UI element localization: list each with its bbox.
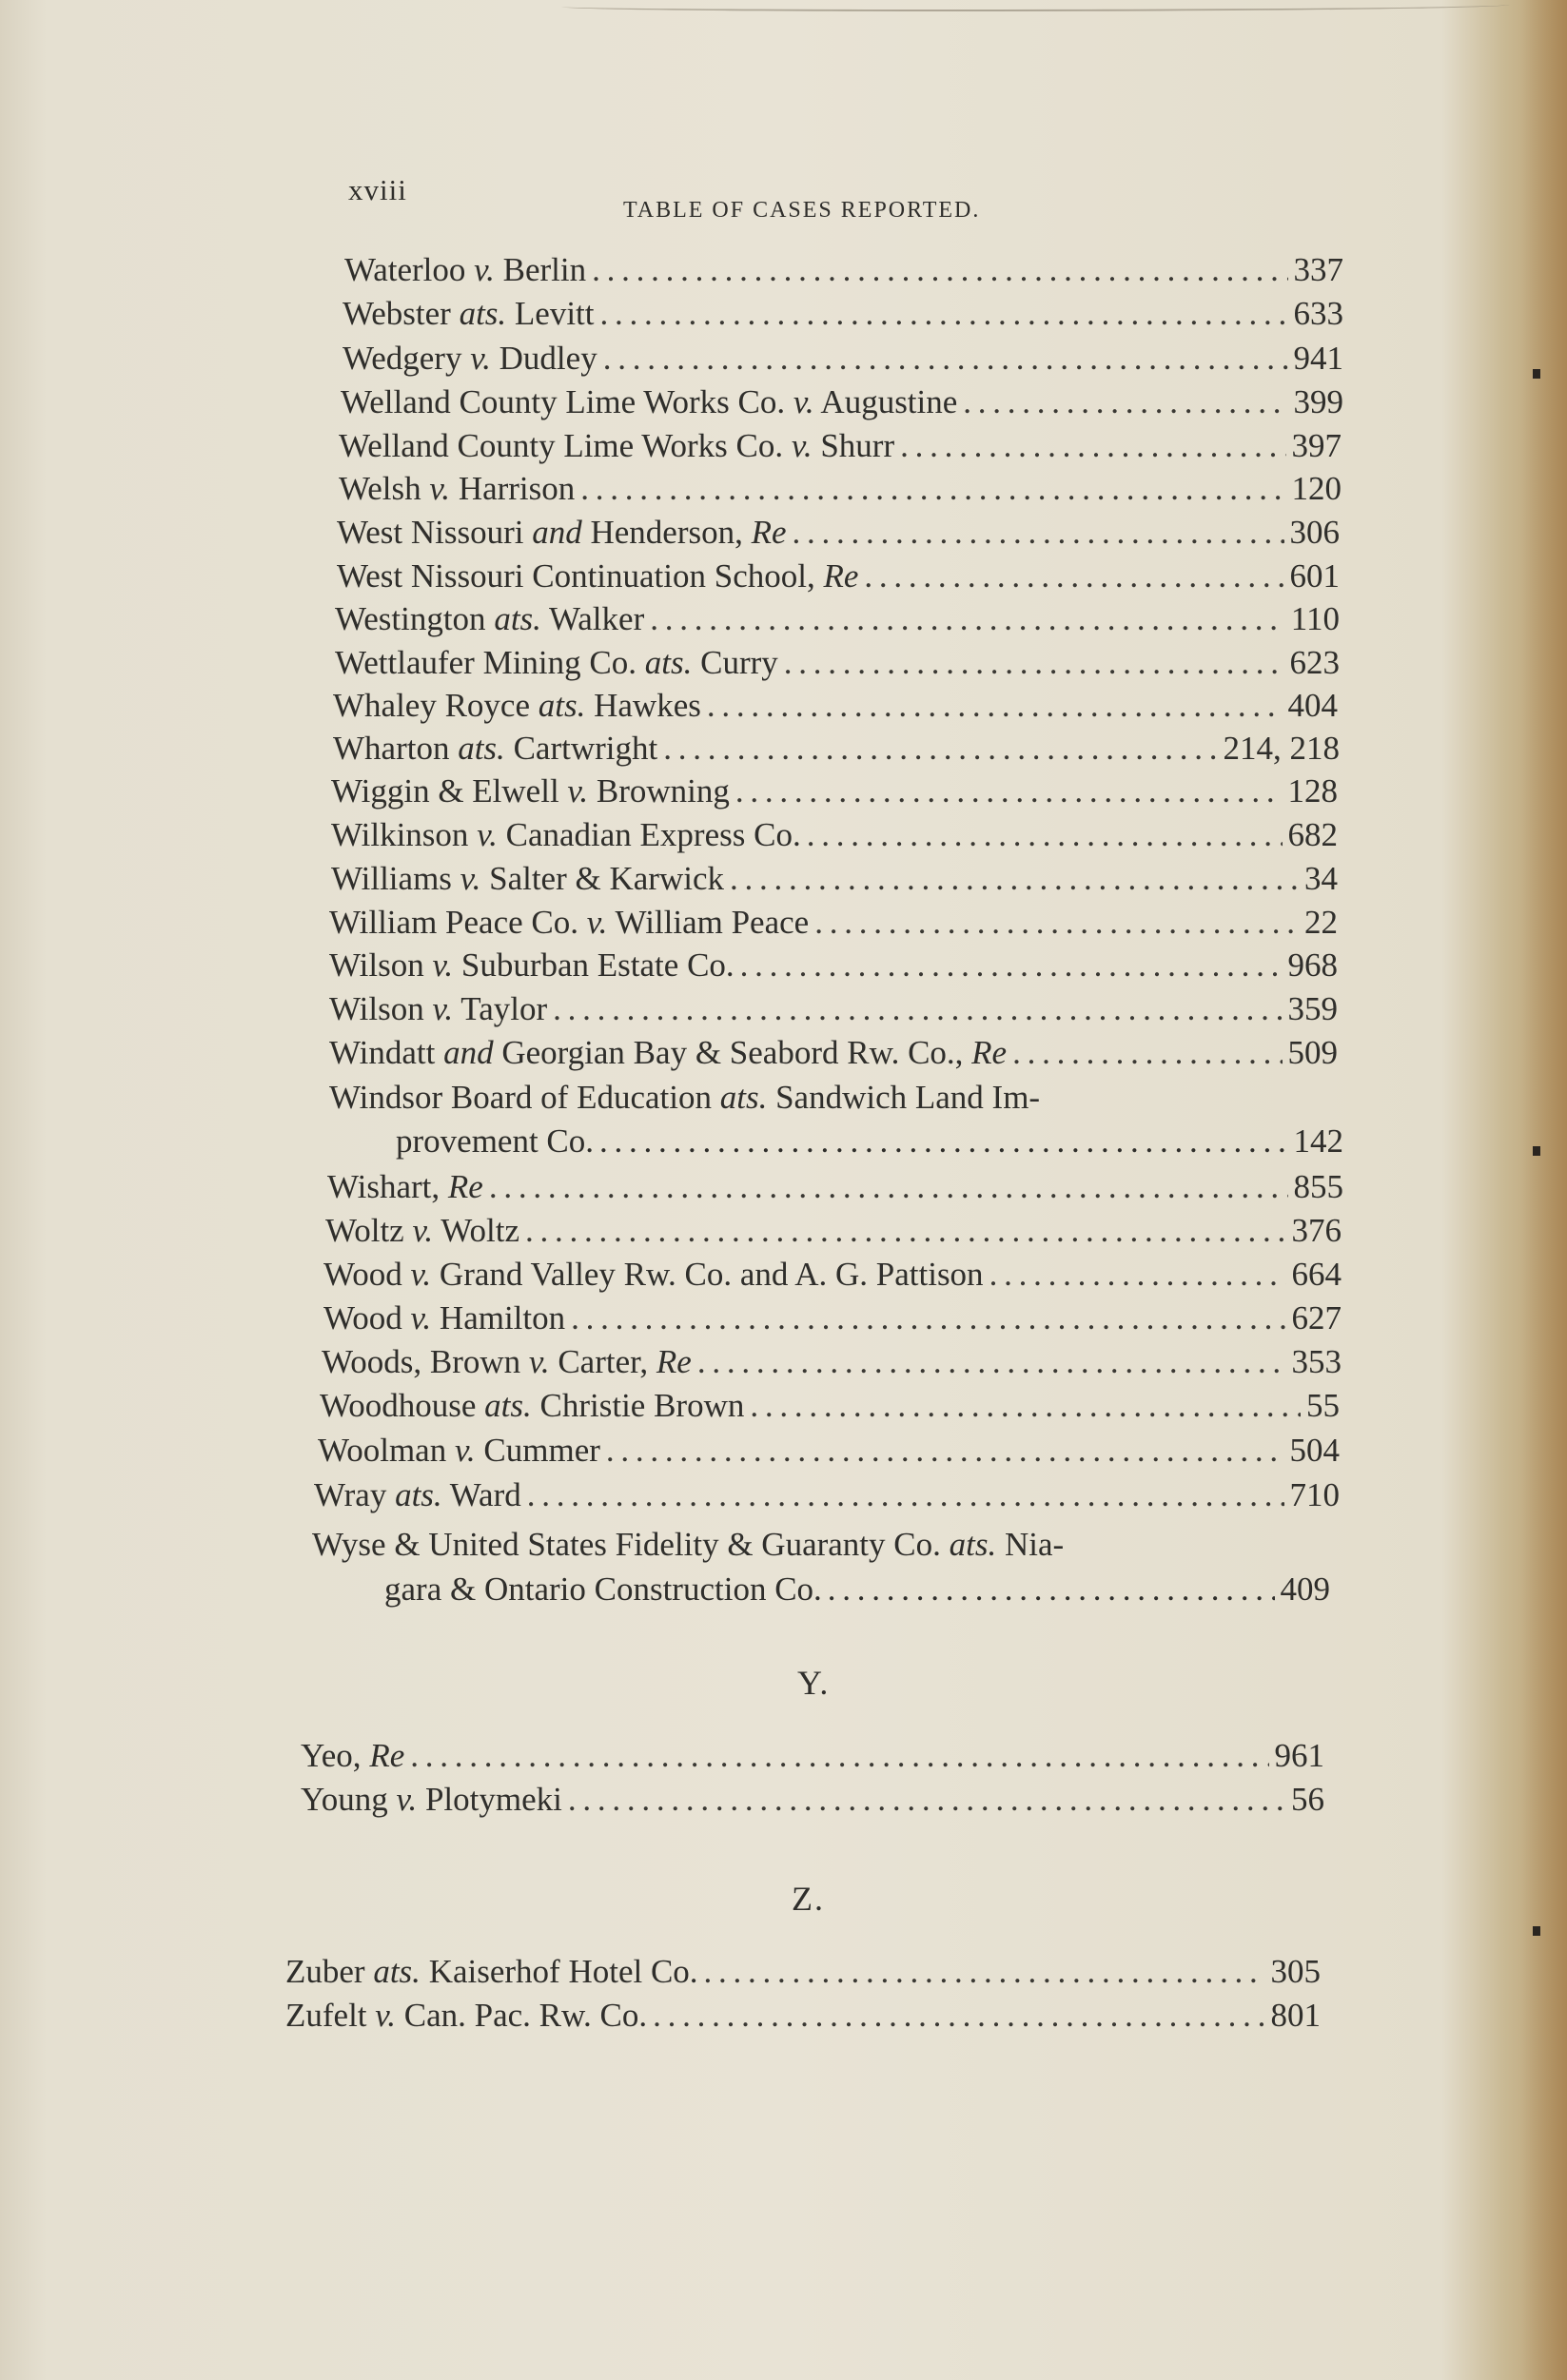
italic-connector: and (443, 1034, 494, 1071)
entry-page: 337 (1293, 251, 1343, 288)
dot-leader (603, 340, 1288, 378)
italic-connector: v. (586, 904, 608, 941)
dot-leader (730, 860, 1299, 898)
italic-connector: v. (412, 1212, 434, 1249)
entry-name (331, 860, 724, 898)
entry-page: 601 (1289, 557, 1340, 595)
case-entry (329, 904, 1338, 942)
name-text: Salter & Karwick (480, 860, 724, 897)
entry-name (333, 687, 701, 725)
name-text: Carter, (549, 1343, 656, 1380)
italic-connector: v. (567, 772, 589, 810)
entry-line-2 (396, 1122, 1343, 1161)
page-right-edge (1521, 0, 1567, 2380)
italic-connector: Re (971, 1034, 1008, 1071)
dot-leader (793, 514, 1284, 552)
italic-connector: Re (447, 1168, 483, 1205)
name-text: Shurr (812, 427, 895, 464)
name-text: West Nissouri Continuation School, (337, 557, 824, 595)
entry-name (329, 904, 809, 942)
name-text: William Peace Co. (329, 904, 587, 941)
name-text: Welland County Lime Works Co. (341, 383, 793, 420)
name-text: Windsor Board of Education (329, 1079, 720, 1116)
case-entry (331, 816, 1338, 854)
entry-page: 55 (1306, 1387, 1340, 1424)
case-entry (343, 340, 1343, 378)
name-text: Georgian Bay & Seabord Rw. Co., (493, 1034, 972, 1071)
dot-leader (707, 687, 1283, 725)
italic-connector: ats. (949, 1526, 997, 1563)
case-entry (322, 1343, 1342, 1381)
entry-page: 627 (1291, 1299, 1342, 1336)
dot-leader (489, 1168, 1288, 1206)
case-entry (320, 1387, 1340, 1425)
dot-leader (963, 383, 1287, 421)
section-letter-z: Z. (792, 1880, 825, 1918)
dot-leader (828, 1570, 1275, 1609)
entry-name (343, 295, 595, 333)
entry-page: 941 (1293, 340, 1343, 377)
name-text: Taylor (453, 990, 548, 1027)
name-text: Walker (540, 600, 645, 637)
italic-connector: v. (460, 860, 481, 897)
name-text: Christie Brown (531, 1387, 745, 1424)
name-text: Welsh (339, 470, 430, 507)
name-text: Windatt (329, 1034, 444, 1071)
dot-leader (900, 427, 1285, 465)
name-text: Wilson (329, 946, 433, 984)
entry-name (320, 1387, 744, 1425)
name-text: Yeo, (301, 1737, 370, 1774)
italic-connector: and (532, 514, 582, 551)
dot-leader (864, 557, 1283, 595)
case-entry (333, 730, 1340, 768)
case-entry (339, 427, 1342, 465)
name-text: Harrison (450, 470, 576, 507)
case-entry (323, 1256, 1342, 1294)
italic-connector: ats. (373, 1953, 421, 1990)
entry-page: 110 (1290, 600, 1340, 637)
dot-leader (571, 1299, 1285, 1337)
entry-name (327, 1168, 483, 1206)
name-text: Zufelt (285, 1997, 376, 2034)
entry-name (333, 730, 657, 768)
name-text: Levitt (506, 295, 595, 332)
entry-page: 633 (1293, 295, 1343, 332)
case-entry (331, 772, 1338, 810)
case-entry (331, 860, 1338, 898)
entry-page: 22 (1304, 904, 1338, 941)
entry-page: 359 (1287, 990, 1338, 1027)
entry-line-1 (312, 1526, 1064, 1564)
entry-page: 404 (1287, 687, 1338, 724)
entry-name (335, 600, 644, 638)
case-entry (323, 1299, 1342, 1337)
dot-leader (814, 904, 1299, 942)
dot-leader (592, 251, 1287, 289)
entry-name (341, 383, 957, 421)
name-text: Grand Valley Rw. Co. and A. G. Pattison (431, 1256, 984, 1293)
section-letter-y: Y. (797, 1664, 831, 1702)
italic-connector: v. (432, 946, 454, 984)
name-text: Browning (588, 772, 730, 810)
entry-page: 56 (1291, 1781, 1324, 1818)
name-text: Dudley (490, 340, 597, 377)
case-entry (327, 1168, 1343, 1206)
dot-leader (750, 1387, 1301, 1425)
entry-page: 120 (1291, 470, 1342, 507)
name-text: Curry (692, 644, 778, 681)
entry-line-1 (329, 1079, 1040, 1117)
dot-leader (650, 600, 1285, 638)
name-text: Canadian Express Co. (497, 816, 801, 853)
case-entry (285, 1997, 1321, 2035)
entry-name (325, 1212, 519, 1250)
italic-connector: v. (528, 1343, 550, 1380)
name-text: Hamilton (431, 1299, 566, 1336)
entry-page: 509 (1287, 1034, 1338, 1071)
name-text: Wishart, (327, 1168, 448, 1205)
dot-leader (784, 644, 1284, 682)
italic-connector: v. (474, 251, 495, 288)
entry-page: 801 (1270, 1997, 1321, 2034)
entry-name (337, 557, 858, 595)
entry-name (331, 816, 801, 854)
case-entry (301, 1737, 1324, 1775)
italic-connector: v. (410, 1299, 432, 1336)
case-entry (344, 251, 1343, 289)
italic-connector: v. (454, 1432, 476, 1469)
dot-leader (1012, 1034, 1282, 1072)
name-text: Wood (323, 1299, 411, 1336)
entry-name: provement Co. (396, 1122, 595, 1160)
name-text: Augustine (813, 383, 958, 420)
running-head: TABLE OF CASES REPORTED. (623, 198, 981, 223)
entry-name (314, 1476, 521, 1514)
entry-name (323, 1256, 984, 1294)
dot-leader (704, 1953, 1265, 1991)
case-entry (314, 1476, 1340, 1514)
italic-connector: v. (396, 1781, 418, 1818)
entry-page: 305 (1270, 1953, 1321, 1990)
name-text: Plotymeki (417, 1781, 562, 1818)
case-entry (343, 295, 1343, 333)
italic-connector: v. (375, 1997, 396, 2034)
name-text: Wettlaufer Mining Co. (335, 644, 645, 681)
italic-connector: ats. (644, 644, 693, 681)
case-entry (339, 470, 1342, 508)
entry-page: 376 (1291, 1212, 1342, 1249)
entry-name (339, 427, 894, 465)
name-text: Sandwich Land Im- (767, 1079, 1041, 1116)
case-entry (337, 514, 1340, 552)
entry-name (329, 1034, 1007, 1072)
name-text: Wilkinson (331, 816, 478, 853)
italic-connector: Re (656, 1343, 692, 1380)
entry-name (329, 990, 547, 1028)
italic-connector: ats. (538, 687, 586, 724)
case-entry (325, 1212, 1342, 1250)
page-top-edge (561, 0, 1510, 11)
italic-connector: v. (470, 340, 491, 377)
entry-name (339, 470, 575, 508)
italic-connector: ats. (494, 600, 541, 637)
italic-connector: Re (823, 557, 859, 595)
name-text: Wharton (333, 730, 459, 767)
entry-page: 142 (1293, 1122, 1343, 1160)
case-entry (333, 687, 1338, 725)
name-text: Wood (323, 1256, 411, 1293)
dot-leader (735, 772, 1283, 810)
name-text: Zuber (285, 1953, 374, 1990)
entry-name (331, 772, 730, 810)
dot-leader (580, 470, 1285, 508)
italic-connector: ats. (395, 1476, 442, 1513)
entry-page: 34 (1304, 860, 1338, 897)
dot-leader (653, 1997, 1264, 2035)
entry-page: 664 (1291, 1256, 1342, 1293)
entry-name (344, 251, 586, 289)
dot-leader (410, 1737, 1268, 1775)
italic-connector: v. (791, 427, 813, 464)
entry-page: 128 (1287, 772, 1338, 810)
entry-page: 504 (1289, 1432, 1340, 1469)
name-text: William Peace (607, 904, 810, 941)
case-entry (318, 1432, 1340, 1470)
entry-page: 710 (1289, 1476, 1340, 1513)
name-text: Wiggin & Elwell (331, 772, 568, 810)
name-text: Suburban Estate Co. (453, 946, 735, 984)
name-text: Whaley Royce (333, 687, 539, 724)
page-folio: xviii (348, 173, 407, 206)
name-text: Westington (335, 600, 495, 637)
italic-connector: v. (477, 816, 498, 853)
name-text: Cartwright (504, 730, 658, 767)
name-text: Wilson (329, 990, 433, 1027)
entry-name (322, 1343, 692, 1381)
entry-name: gara & Ontario Construction Co. (384, 1570, 822, 1608)
case-entry (301, 1781, 1324, 1819)
entry-page: 397 (1291, 427, 1342, 464)
entry-page: 682 (1287, 816, 1338, 853)
entry-name (323, 1299, 565, 1337)
entry-name (318, 1432, 600, 1470)
name-text: Kaiserhof Hotel Co. (420, 1953, 698, 1990)
entry-page: 214, 218 (1223, 730, 1340, 767)
name-text: Nia- (996, 1526, 1065, 1563)
name-text: Welland County Lime Works Co. (339, 427, 792, 464)
italic-connector: ats. (458, 730, 505, 767)
case-entry (335, 644, 1340, 682)
name-text: Woodhouse (320, 1387, 485, 1424)
entry-name (301, 1737, 404, 1775)
name-text: Webster (343, 295, 460, 332)
name-text: Wyse & United States Fidelity & Guaranty Co. (312, 1526, 950, 1563)
dot-leader (600, 295, 1288, 333)
name-text: Cummer (475, 1432, 600, 1469)
entry-name (337, 514, 787, 552)
dot-leader (568, 1781, 1285, 1819)
entry-page: 409 (1280, 1570, 1330, 1608)
case-entry (329, 946, 1338, 985)
italic-connector: ats. (459, 295, 507, 332)
entry-name (285, 1997, 647, 2035)
name-text: Henderson, (581, 514, 752, 551)
name-text: West Nissouri (337, 514, 533, 551)
dot-leader (807, 816, 1283, 854)
case-entry (285, 1953, 1321, 1991)
case-entry (329, 990, 1338, 1028)
name-text: Berlin (494, 251, 587, 288)
entry-page: 968 (1287, 946, 1338, 984)
case-entry (341, 383, 1343, 421)
italic-connector: v. (432, 990, 454, 1027)
entry-page: 961 (1274, 1737, 1324, 1774)
entry-name (285, 1953, 698, 1991)
name-text: Woods, Brown (322, 1343, 529, 1380)
italic-connector: ats. (719, 1079, 768, 1116)
entry-name (343, 340, 597, 378)
entry-page: 306 (1289, 514, 1340, 551)
entry-name (329, 946, 735, 985)
dot-leader (527, 1476, 1284, 1514)
dot-leader (663, 730, 1217, 768)
italic-connector: v. (429, 470, 451, 507)
name-text: Waterloo (344, 251, 475, 288)
case-entry (335, 600, 1340, 638)
name-text: Young (301, 1781, 397, 1818)
italic-connector: Re (369, 1737, 405, 1774)
margin-mark (1533, 1926, 1540, 1936)
dot-leader (525, 1212, 1286, 1250)
name-text: Hawkes (585, 687, 701, 724)
italic-connector: v. (410, 1256, 432, 1293)
italic-connector: ats. (484, 1387, 532, 1424)
dot-leader (553, 990, 1282, 1028)
italic-connector: v. (793, 383, 814, 420)
name-text: Woltz (325, 1212, 413, 1249)
dot-leader (599, 1122, 1287, 1161)
dot-leader (989, 1256, 1286, 1294)
entry-name (335, 644, 778, 682)
name-text: Wedgery (343, 340, 471, 377)
name-text: Woltz (433, 1212, 519, 1249)
entry-line-2 (384, 1570, 1330, 1609)
entry-page: 353 (1291, 1343, 1342, 1380)
entry-page: 399 (1293, 383, 1343, 420)
name-text: Can. Pac. Rw. Co. (395, 1997, 648, 2034)
name-text: Woolman (318, 1432, 455, 1469)
name-text: Williams (331, 860, 460, 897)
case-entry (329, 1034, 1338, 1072)
entry-name (301, 1781, 562, 1819)
italic-connector: Re (751, 514, 787, 551)
margin-mark (1533, 369, 1540, 379)
dot-leader (697, 1343, 1286, 1381)
name-text: Ward (441, 1476, 521, 1513)
dot-leader (740, 946, 1283, 985)
name-text: Wray (314, 1476, 396, 1513)
dot-leader (606, 1432, 1284, 1470)
entry-page: 855 (1293, 1168, 1343, 1205)
entry-page: 623 (1289, 644, 1340, 681)
margin-mark (1533, 1146, 1540, 1156)
case-entry (337, 557, 1340, 595)
